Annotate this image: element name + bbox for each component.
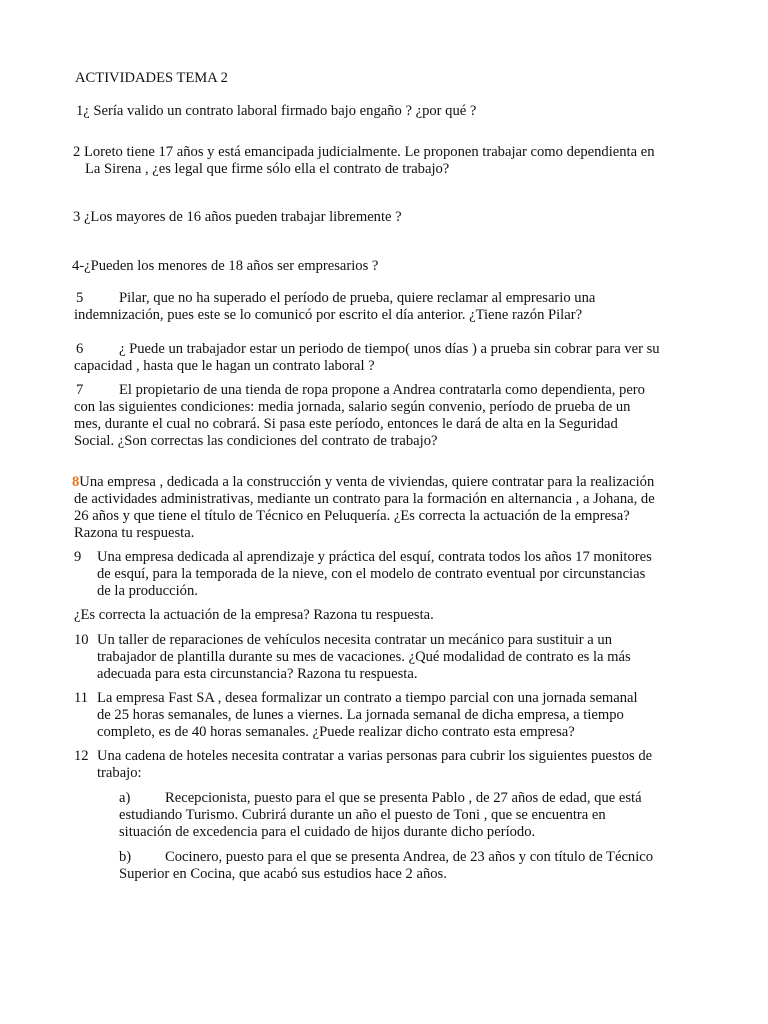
question-10-line-1: Un taller de reparaciones de vehículos necesita contratar un mecánico para sustituir a un <box>97 632 613 648</box>
question-8-line-4: Razona tu respuesta. <box>74 525 195 541</box>
question-5-number: 5 <box>76 290 84 306</box>
question-9-line-1: Una empresa dedicada al aprendizaje y práctica del esquí, contrata todos los años 17 monitores <box>97 549 652 565</box>
question-9-followup: ¿Es correcta la actuación de la empresa? Razona tu respuesta. <box>74 607 434 623</box>
question-10-line-3: adecuada para esta circunstancia? Razona tu respuesta. <box>97 666 418 682</box>
question-9-line-2: de esquí, para la temporada de la nieve, con el modelo de contrato eventual por circunstancias <box>97 566 646 582</box>
question-12b-line-2: Superior en Cocina, que acabó sus estudios hace 2 años. <box>119 866 447 882</box>
question-12a-label: a) <box>119 790 131 806</box>
question-2-line-1: 2 Loreto tiene 17 años y está emancipada judicialmente. Le proponen trabajar como dependienta en <box>73 144 655 160</box>
question-12-line-2: trabajo: <box>97 765 142 781</box>
question-8-line-2: de actividades administrativas, mediante un contrato para la formación en alternancia , a Johana, de <box>74 491 655 507</box>
page-title: ACTIVIDADES TEMA 2 <box>75 70 228 86</box>
question-5-line-2: indemnización, pues este se lo comunicó por escrito el día anterior. ¿Tiene razón Pilar? <box>74 307 583 323</box>
question-1: 1¿ Sería valido un contrato laboral firmado bajo engaño ? ¿por qué ? <box>76 103 477 119</box>
question-10-line-2: trabajador de plantilla durante su mes de vacaciones. ¿Qué modalidad de contrato es la más <box>97 649 631 665</box>
question-7-line-4: Social. ¿Son correctas las condiciones del contrato de trabajo? <box>74 433 438 449</box>
question-6-number: 6 <box>76 341 84 357</box>
question-6-line-2: capacidad , hasta que le hagan un contrato laboral ? <box>74 358 375 374</box>
question-8-text: Una empresa , dedicada a la construcción y venta de viviendas, quiere contratar para la realización <box>79 474 655 490</box>
question-7-line-1: El propietario de una tienda de ropa propone a Andrea contratarla como dependienta, pero <box>119 382 645 398</box>
question-3: 3 ¿Los mayores de 16 años pueden trabajar libremente ? <box>73 209 402 225</box>
question-12b-label: b) <box>119 849 132 865</box>
question-11-number: 11 <box>74 690 89 706</box>
question-12a-line-1: Recepcionista, puesto para el que se presenta Pablo , de 27 años de edad, que está <box>165 790 642 806</box>
question-8-number: 8 <box>72 474 80 490</box>
question-11-line-3: completo, es de 40 horas semanales. ¿Puede realizar dicho contrato esta empresa? <box>97 724 575 740</box>
question-12-number: 12 <box>74 748 89 764</box>
question-10-number: 10 <box>74 632 89 648</box>
question-12a-line-2: estudiando Turismo. Cubrirá durante un año el puesto de Toni , que se encuentra en <box>119 807 606 823</box>
question-11-line-1: La empresa Fast SA , desea formalizar un contrato a tiempo parcial con una jornada semanal <box>97 690 638 706</box>
question-9-line-3: de la producción. <box>97 583 198 599</box>
question-5-line-1: Pilar, que no ha superado el período de prueba, quiere reclamar al empresario una <box>119 290 596 306</box>
question-12b-line-1: Cocinero, puesto para el que se presenta Andrea, de 23 años y con título de Técnico <box>165 849 654 865</box>
question-12a-line-3: situación de excedencia para el cuidado de hijos durante dicho período. <box>119 824 536 840</box>
question-11-line-2: de 25 horas semanales, de lunes a viernes. La jornada semanal de dicha empresa, a tiempo <box>97 707 624 723</box>
question-7-number: 7 <box>76 382 84 398</box>
question-8-line-1 <box>72 474 654 492</box>
question-7-line-3: mes, durante el cual no cobrará. Si pasa este período, entonces le dará de alta en la Seguridad <box>74 416 618 432</box>
question-7-line-2: con las siguientes condiciones: media jornada, salario según convenio, período de prueba de un <box>74 399 631 415</box>
question-8-line-3: 26 años y que tiene el título de Técnico en Peluquería. ¿Es correcta la actuación de la empresa? <box>74 508 630 524</box>
question-2-line-2: La Sirena , ¿es legal que firme sólo ella el contrato de trabajo? <box>85 161 450 177</box>
question-12-line-1: Una cadena de hoteles necesita contratar a varias personas para cubrir los siguientes puestos de <box>97 748 653 764</box>
question-9-number: 9 <box>74 549 82 565</box>
question-4: 4-¿Pueden los menores de 18 años ser empresarios ? <box>72 258 379 274</box>
question-6-line-1: ¿ Puede un trabajador estar un periodo de tiempo( unos días ) a prueba sin cobrar para ver su <box>119 341 660 357</box>
